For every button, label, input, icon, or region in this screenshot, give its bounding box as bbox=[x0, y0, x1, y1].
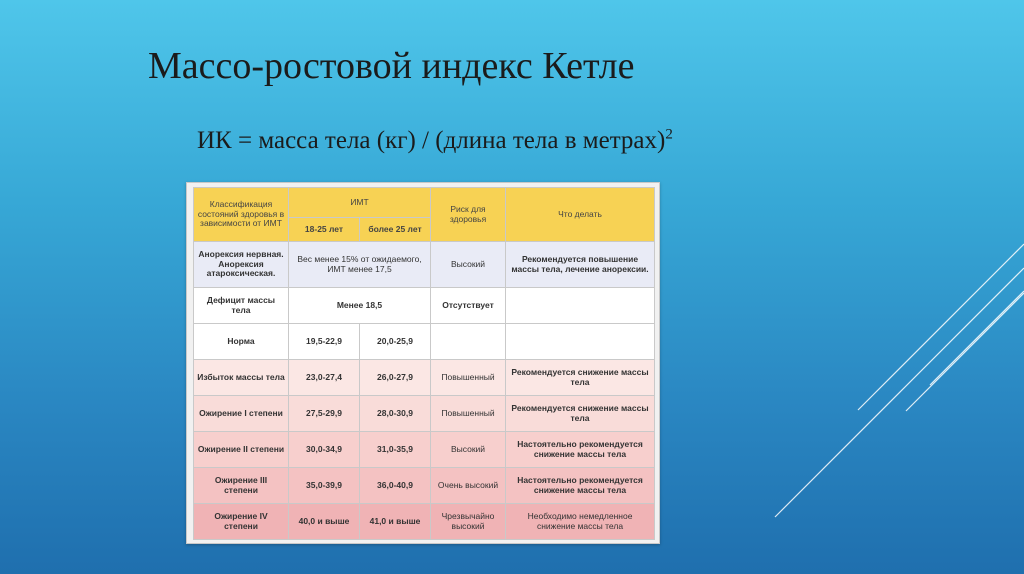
header-risk: Риск для здоровья bbox=[431, 188, 506, 242]
cell-action bbox=[506, 288, 655, 324]
cell-state: Анорексия нервная. Анорексия атароксическая. bbox=[194, 242, 289, 288]
cell-imt-over-25: 41,0 и выше bbox=[360, 504, 431, 540]
cell-risk: Повышенный bbox=[431, 396, 506, 432]
formula-text: ИК = масса тела (кг) / (длина тела в метрах) bbox=[197, 127, 666, 154]
bmi-classification-table bbox=[193, 187, 655, 540]
table-row bbox=[194, 288, 655, 324]
cell-action: Настоятельно рекомендуется снижение массы тела bbox=[506, 432, 655, 468]
cell-imt: Вес менее 15% от ожидаемого, ИМТ менее 17,5 bbox=[289, 242, 431, 288]
cell-imt-over-25: 26,0-27,9 bbox=[360, 360, 431, 396]
cell-imt-18-25: 19,5-22,9 bbox=[289, 324, 360, 360]
cell-imt-over-25: 31,0-35,9 bbox=[360, 432, 431, 468]
table-row bbox=[194, 468, 655, 504]
cell-action bbox=[506, 324, 655, 360]
table-row bbox=[194, 360, 655, 396]
quetelet-formula bbox=[197, 127, 673, 155]
header-age-18-25: 18-25 лет bbox=[289, 218, 360, 242]
cell-risk: Высокий bbox=[431, 432, 506, 468]
cell-action: Рекомендуется повышение массы тела, лечение анорексии. bbox=[506, 242, 655, 288]
cell-state: Ожирение III степени bbox=[194, 468, 289, 504]
table-row bbox=[194, 504, 655, 540]
cell-imt-18-25: 30,0-34,9 bbox=[289, 432, 360, 468]
cell-action: Настоятельно рекомендуется снижение массы тела bbox=[506, 468, 655, 504]
cell-action: Рекомендуется снижение массы тела bbox=[506, 396, 655, 432]
cell-risk: Повышенный bbox=[431, 360, 506, 396]
cell-action: Рекомендуется снижение массы тела bbox=[506, 360, 655, 396]
table-row bbox=[194, 242, 655, 288]
cell-state: Ожирение I степени bbox=[194, 396, 289, 432]
header-age-over-25: более 25 лет bbox=[360, 218, 431, 242]
cell-state: Ожирение II степени bbox=[194, 432, 289, 468]
cell-risk: Высокий bbox=[431, 242, 506, 288]
cell-imt-over-25: 36,0-40,9 bbox=[360, 468, 431, 504]
table-row bbox=[194, 396, 655, 432]
cell-imt-18-25: 35,0-39,9 bbox=[289, 468, 360, 504]
cell-risk: Отсутствует bbox=[431, 288, 506, 324]
cell-state: Дефицит массы тела bbox=[194, 288, 289, 324]
cell-imt-over-25: 28,0-30,9 bbox=[360, 396, 431, 432]
cell-imt: Менее 18,5 bbox=[289, 288, 431, 324]
cell-state: Норма bbox=[194, 324, 289, 360]
bmi-table-frame bbox=[186, 182, 660, 544]
header-classification: Классификация состояний здоровья в зависимости от ИМТ bbox=[194, 188, 289, 242]
cell-imt-18-25: 23,0-27,4 bbox=[289, 360, 360, 396]
cell-state: Ожирение IV степени bbox=[194, 504, 289, 540]
cell-risk bbox=[431, 324, 506, 360]
table-row bbox=[194, 432, 655, 468]
cell-state: Избыток массы тела bbox=[194, 360, 289, 396]
table-header-row bbox=[194, 188, 655, 218]
header-action: Что делать bbox=[506, 188, 655, 242]
cell-imt-18-25: 27,5-29,9 bbox=[289, 396, 360, 432]
table-row bbox=[194, 324, 655, 360]
formula-exponent: 2 bbox=[665, 126, 673, 143]
cell-risk: Чрезвычайно высокий bbox=[431, 504, 506, 540]
cell-imt-over-25: 20,0-25,9 bbox=[360, 324, 431, 360]
header-imt: ИМТ bbox=[289, 188, 431, 218]
slide-title: Массо-ростовой индекс Кетле bbox=[148, 45, 635, 87]
cell-imt-18-25: 40,0 и выше bbox=[289, 504, 360, 540]
cell-risk: Очень высокий bbox=[431, 468, 506, 504]
cell-action: Необходимо немедленное снижение массы тела bbox=[506, 504, 655, 540]
